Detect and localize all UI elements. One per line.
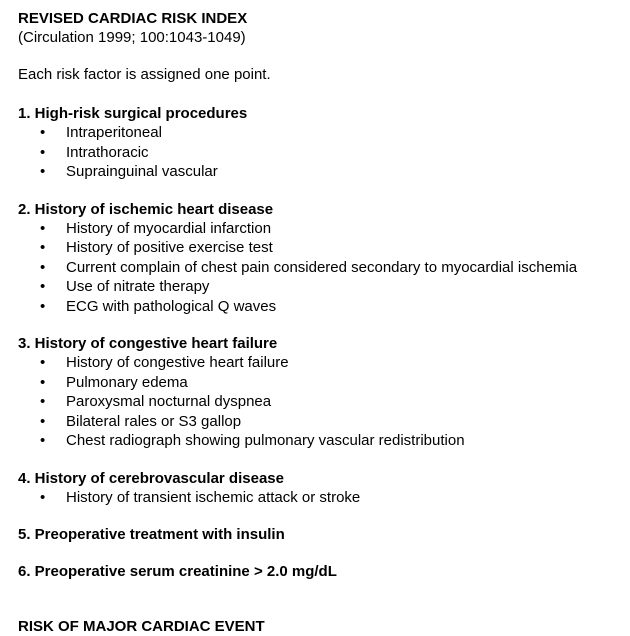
criteria-item: [18, 143, 630, 163]
bullet-icon: •: [40, 239, 46, 256]
bullet-icon: •: [40, 297, 46, 315]
criteria-item: [18, 297, 630, 317]
risk-factor-6: [18, 562, 630, 581]
criteria-list: [18, 123, 630, 182]
criteria-text: Intrathoracic: [66, 143, 149, 161]
bullet-icon: •: [40, 219, 46, 237]
criteria-list: [18, 219, 630, 317]
criteria-list: [18, 353, 630, 451]
criteria-item: [18, 488, 630, 508]
risk-factor-3: [18, 334, 630, 451]
bullet-icon: •: [40, 143, 46, 161]
criteria-list: [18, 488, 630, 508]
bullet-icon: •: [40, 258, 46, 276]
criteria-item: [18, 373, 630, 393]
criteria-text: Chest radiograph showing pulmonary vascular redistribution: [66, 432, 465, 449]
criteria-item: [18, 162, 630, 182]
criteria-text: History of positive exercise test: [66, 239, 273, 256]
risk-factor-heading: 6. Preoperative serum creatinine > 2.0 mg/dL: [18, 563, 337, 580]
criteria-item: [18, 219, 630, 239]
risk-factor-4: [18, 469, 630, 508]
criteria-text: Current complain of chest pain considered secondary to myocardial ischemia: [66, 258, 578, 276]
criteria-item: [18, 412, 630, 432]
document-page: [18, 10, 630, 636]
criteria-text: History of myocardial infarction: [66, 219, 272, 237]
risk-factor-heading: 1. High-risk surgical procedures: [18, 105, 248, 122]
criteria-item: [18, 123, 630, 143]
bullet-icon: •: [40, 124, 46, 141]
bullet-icon: •: [40, 354, 46, 371]
criteria-item: [18, 238, 630, 258]
document-title: REVISED CARDIAC RISK INDEX: [18, 10, 248, 27]
criteria-text: Paroxysmal nocturnal dyspnea: [66, 393, 272, 410]
criteria-text: ECG with pathological Q waves: [66, 297, 277, 315]
criteria-item: [18, 277, 630, 297]
risk-section: [18, 618, 630, 636]
criteria-text: Use of nitrate therapy: [66, 278, 210, 295]
criteria-text: History of congestive heart failure: [66, 354, 289, 371]
criteria-text: Bilateral rales or S3 gallop: [66, 412, 242, 430]
criteria-text: Intraperitoneal: [66, 124, 162, 141]
criteria-item: [18, 431, 630, 451]
citation: (Circulation 1999; 100:1043-1049): [18, 29, 246, 46]
risk-factor-1: [18, 104, 630, 182]
risk-factor-heading: 4. History of cerebrovascular disease: [18, 469, 284, 487]
criteria-item: [18, 258, 630, 278]
risk-factor-heading: 3. History of congestive heart failure: [18, 335, 278, 352]
risk-factor-heading: 5. Preoperative treatment with insulin: [18, 526, 285, 543]
criteria-item: [18, 353, 630, 373]
risk-factors-list: [18, 104, 630, 581]
bullet-icon: •: [40, 163, 46, 180]
criteria-item: [18, 392, 630, 412]
risk-factor-5: [18, 525, 630, 544]
intro-text: Each risk factor is assigned one point.: [18, 66, 271, 83]
criteria-text: Suprainguinal vascular: [66, 163, 218, 180]
bullet-icon: •: [40, 432, 46, 449]
bullet-icon: •: [40, 393, 46, 410]
risk-factor-2: [18, 200, 630, 317]
bullet-icon: •: [40, 373, 46, 391]
bullet-icon: •: [40, 278, 46, 295]
bullet-icon: •: [40, 412, 46, 430]
criteria-text: Pulmonary edema: [66, 373, 188, 391]
risk-factor-heading: 2. History of ischemic heart disease: [18, 200, 274, 218]
bullet-icon: •: [40, 488, 46, 506]
criteria-text: History of transient ischemic attack or stroke: [66, 488, 361, 506]
section-title: RISK OF MAJOR CARDIAC EVENT: [18, 618, 265, 635]
